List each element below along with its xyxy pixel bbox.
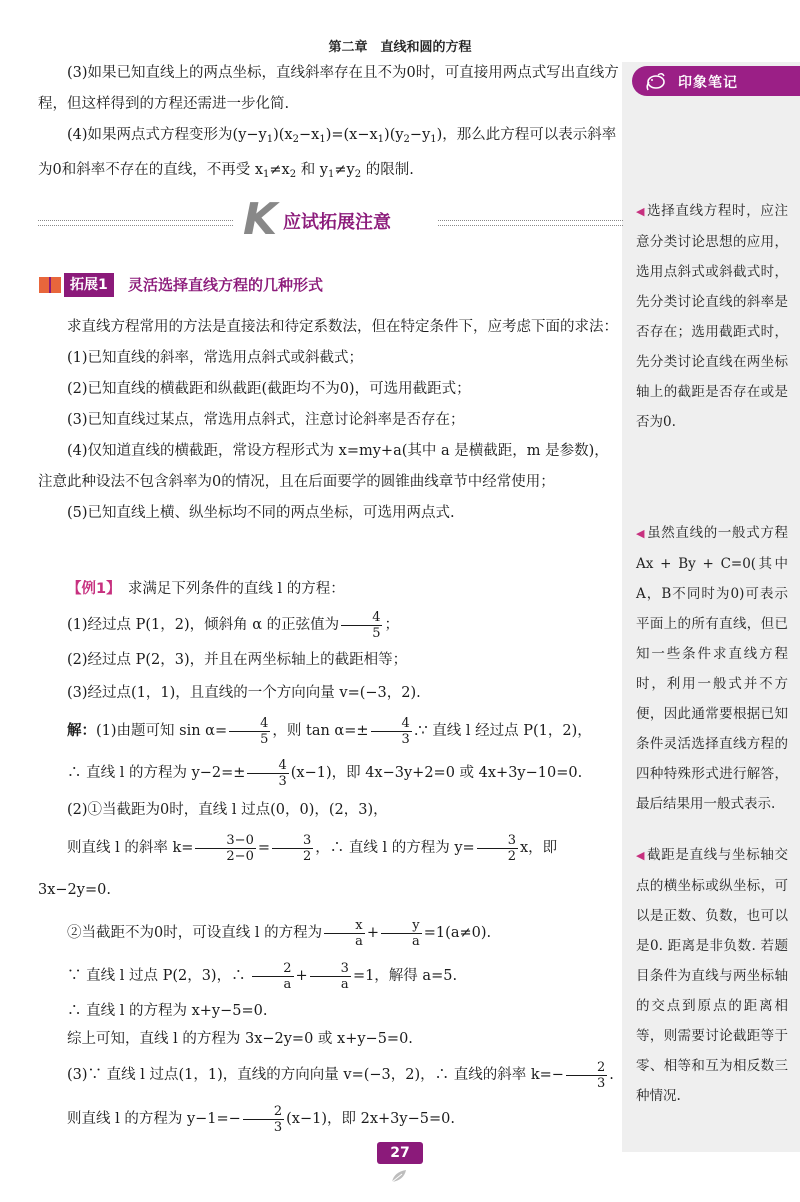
intro-p4: (4)如果两点式方程变形为$(y-y_1)(x_2-x_1)=(x-x_1)(y_2-y_1)$，那么此方程可以表示斜率为0和斜率不存在的直线，不再受 $x_1\ne x_2$ 和 $y_1\ne y_2$ 的限制. [38,127,617,180]
solution-line-2: ∴ 直线 l 的方程为 y−2=± $\frac{4}{3}$ (x−1)，即 4x−3y+2=0 或 4x+3y−10=0. [67,757,583,789]
topic-title: 灵活选择直线方程的几种形式 [128,276,324,294]
triangle-bullet-icon: ◀ [636,205,646,218]
notes-title: 印象笔记 [678,75,738,91]
solution-line-5: ②当截距不为0时，可设直线 l 的方程为 $\frac{x}{a}$ + $\frac{y}{a}$ =1(a≠0). [67,917,492,949]
solution-line-3: (2)①当截距为0时，直线 l 过点(0，0)，(2，3)， [67,802,388,818]
intro-block [38,58,623,190]
book-icon [38,275,62,295]
solution-line-7: ∴ 直线 l 的方程为 x+y−5=0. [67,1003,268,1019]
leaf-icon [390,1168,410,1184]
side-note-3: ◀ 截距是直线与坐标轴交点的横坐标或纵坐标，可以是正数、负数，也可以是0. 距离是非负数. 若题目条件为直线与两坐标轴的交点到原点的距离相等，则需要讨论截距等于零、相等和互为相反数三种情况. [636,847,789,1104]
section-title-text: 应试拓展注意 [283,212,391,233]
side-note-1: ◀ 选择直线方程时，应注意分类讨论思想的应用，选用点斜式或斜截式时，先分类讨论直线的斜率是否存在；选用截距式时，先分类讨论直线在两坐标轴上的截距是否存在或是否为0. [636,203,789,430]
example-question: 【例1】 求满足下列条件的直线 l 的方程： [67,581,345,597]
section-title [38,196,623,246]
example-q2: (2)经过点 P(2，3)，并且在两坐标轴上的截距相等； [67,652,408,668]
elephant-icon [644,70,666,92]
triangle-bullet-icon: ◀ [636,527,646,540]
section-letter: K [243,194,278,245]
example-q3: (3)经过点(1，1)，且直线的一个方向向量 v=(−3，2). [67,685,421,701]
solution-line-8: 综上可知，直线 l 的方程为 3x−2y=0 或 x+y−5=0. [67,1031,413,1047]
example-tag: 【例1】 [67,581,114,597]
body-item: (4)仅知道直线的横截距，常设方程形式为 x=my+a(其中 a 是横截距，m 是参数)，注意此种设法不包含斜率为0的情况，且在后面要学的圆锥曲线章节中经常使用； [38,443,609,490]
chapter-header: 第二章 直线和圆的方程 [328,40,472,55]
topic-badge: 拓展1 [64,273,114,297]
notes-header [632,66,800,96]
solution-line-4: 则直线 l 的斜率 k= $\frac{3-0}{2-0}$ = $\frac{3}{2}$ ，∴ 直线 l 的方程为 y= $\frac{3}{2}$ x，即 3x−2y=0. [38,832,558,898]
body-item: (5)已知直线上横、纵坐标均不同的两点坐标，可选用两点式. [67,505,455,521]
example-block [38,573,623,1141]
triangle-bullet-icon: ◀ [636,849,646,862]
section-divider-right [438,220,623,226]
solution-line-6: ∵ 直线 l 过点 P(2，3)，∴ $\frac{2}{a}$ + $\frac{3}{a}$ =1，解得 a=5. [67,960,458,992]
intro-p3: (3)如果已知直线上的两点坐标，直线斜率存在且不为0时，可直接用两点式写出直线方程，但这样得到的方程还需进一步化简. [38,65,619,112]
section-divider-left [38,220,233,226]
body-lead: 求直线方程常用的方法是直接法和待定系数法，但在特定条件下，应考虑下面的求法： [67,319,618,335]
body-block [38,312,623,529]
body-item: (3)已知直线过某点，常选用点斜式，注意讨论斜率是否存在； [67,412,465,428]
solution-line-1: 解：(1)由题可知 sin α= $\frac{4}{5}$ ，则 tan α=± $\frac{4}{3}$ .∵ 直线 l 经过点 P(1，2)， [67,715,592,747]
example-q1: (1)经过点 P(1，2)，倾斜角 α 的正弦值为 $\frac{4}{5}$ ； [67,609,399,641]
solution-line-9: (3)∵ 直线 l 过点(1，1)，直线的方向向量 v=(−3，2)，∴ 直线的斜率 k=− $\frac{2}{3}$ . [67,1059,614,1091]
side-note-2: ◀ 虽然直线的一般式方程 Ax + By + C=0(其中A，B不同时为0)可表示平面上的所有直线，但已知一些条件求直线方程时，利用一般式并不方便，因此通常要根据已知条件灵活选择直线方程的四种特殊形式进行解答，最后结果用一般式表示. [636,525,789,812]
solution-line-10: 则直线 l 的方程为 y−1=− $\frac{2}{3}$ (x−1)，即 2x+3y−5=0. [67,1103,455,1135]
body-item: (1)已知直线的斜率，常选用点斜式或斜截式； [67,350,364,366]
page-number: 27 [377,1142,423,1164]
body-item: (2)已知直线的横截距和纵截距(截距均不为0)，可选用截距式； [67,381,471,397]
